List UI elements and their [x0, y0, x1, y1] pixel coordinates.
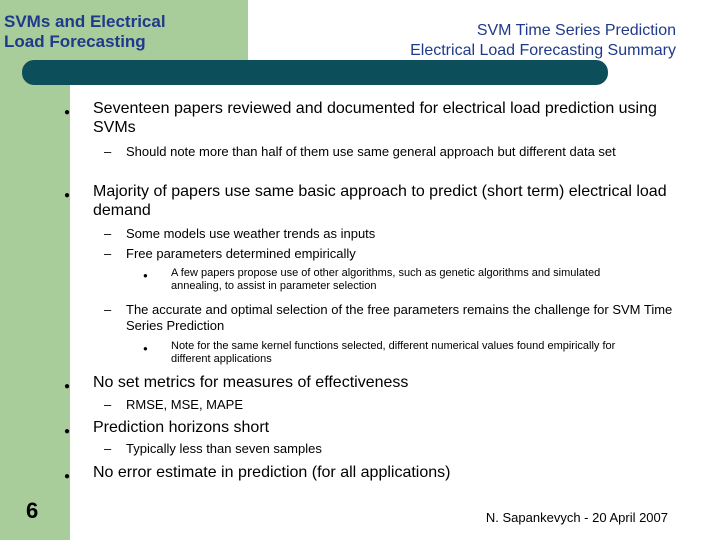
bullet-text: No set metrics for measures of effectiveness — [93, 374, 409, 391]
bullet-text: Note for the same kernel functions selected, different numerical values found empirically for different applications — [171, 340, 616, 365]
sub-bullet-item — [104, 144, 676, 160]
bullet-text: Majority of papers use same basic approach to predict (short term) electrical load demand — [93, 183, 667, 219]
sub-bullet-item — [104, 441, 676, 457]
sub-bullet-item — [104, 397, 676, 413]
bullet-text: Seventeen papers reviewed and documented for electrical load prediction using SVMs — [93, 100, 657, 136]
sub-bullet-item — [104, 246, 676, 262]
bullet-text: The accurate and optimal selection of the free parameters remains the challenge for SVM Time Series Prediction — [126, 302, 673, 333]
bullet-dot-icon: ● — [64, 190, 71, 201]
bullet-text: A few papers propose use of other algorithms, such as genetic algorithms and simulated annealing, to assist in parameter selection — [171, 267, 601, 292]
footer-author-date: N. Sapankevych - 20 April 2007 — [485, 510, 668, 525]
sub-bullet-item — [104, 302, 676, 334]
section-title-line2: Load Forecasting — [4, 32, 146, 51]
bullet-dot-icon: ● — [64, 381, 71, 392]
dash-icon: – — [104, 246, 112, 261]
bullet-text: Typically less than seven samples — [126, 441, 322, 456]
bullet-text: Prediction horizons short — [93, 419, 270, 436]
bullet-text: Should note more than half of them use same general approach but different data set — [126, 144, 616, 159]
bullet-text: Some models use weather trends as inputs — [126, 226, 376, 241]
bullet-text: RMSE, MSE, MAPE — [126, 397, 244, 412]
bullet-dot-icon: ● — [64, 107, 71, 118]
dash-icon: – — [104, 302, 112, 317]
dash-icon: – — [104, 226, 112, 241]
bullet-dot-icon: ● — [143, 344, 148, 353]
sub-bullet-item — [104, 226, 676, 242]
dash-icon: – — [104, 144, 112, 159]
bullet-item — [64, 99, 693, 137]
dash-icon: – — [104, 441, 112, 456]
bullet-item — [64, 373, 693, 392]
bullet-item — [64, 418, 693, 437]
slide-number: 6 — [26, 498, 39, 523]
bullet-item — [64, 463, 693, 482]
bullet-text: Free parameters determined empirically — [126, 246, 356, 261]
bullet-item — [64, 182, 693, 220]
dash-icon: – — [104, 397, 112, 412]
slide-title-line1: SVM Time Series Prediction — [476, 22, 676, 39]
section-title-line1: SVMs and Electrical — [4, 12, 166, 31]
sub-sub-bullet-item — [143, 340, 651, 366]
bullet-dot-icon: ● — [143, 271, 148, 280]
sub-sub-bullet-item — [143, 267, 651, 293]
bullet-text: No error estimate in prediction (for all applications) — [93, 464, 451, 481]
bullet-dot-icon: ● — [64, 471, 71, 482]
slide-title-line2: Electrical Load Forecasting Summary — [410, 42, 676, 59]
bullet-dot-icon: ● — [64, 426, 71, 437]
